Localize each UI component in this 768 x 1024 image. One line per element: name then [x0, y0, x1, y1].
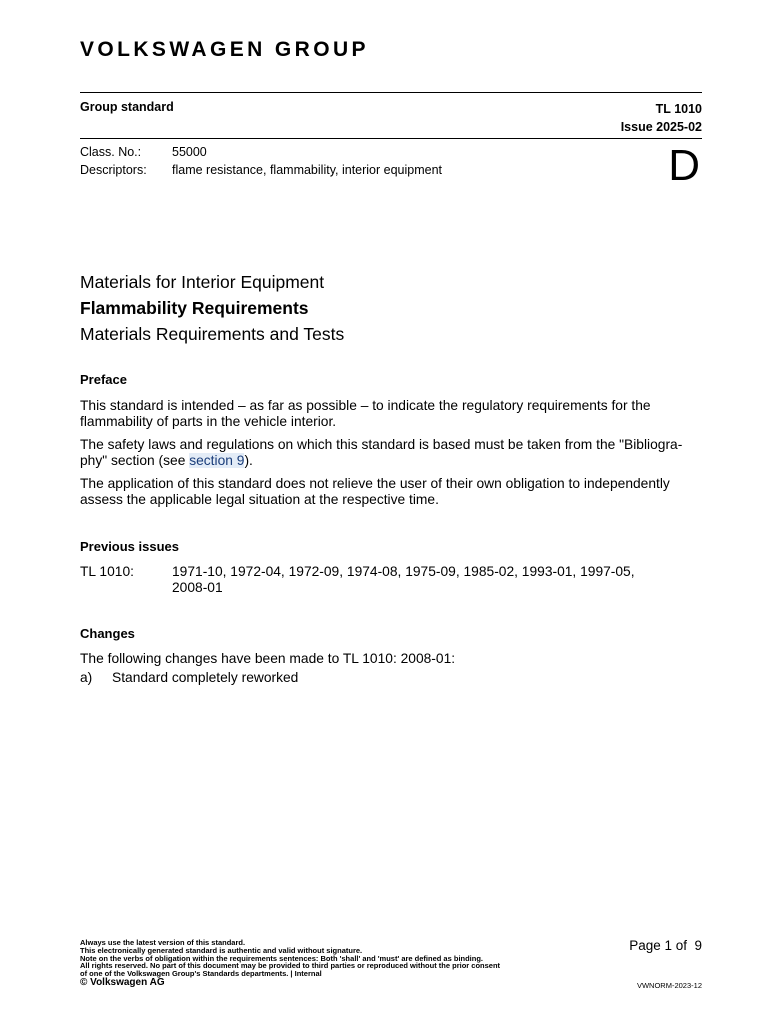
changes-item-text: Standard completely reworked — [112, 670, 299, 685]
title-line-2: Flammability Requirements — [80, 298, 309, 318]
document-number: TL 1010 — [655, 102, 702, 116]
language-letter: D — [668, 141, 700, 190]
header-top-rule — [80, 92, 702, 93]
preface-paragraph-2 — [80, 437, 705, 469]
disclaimer-line: All rights reserved. No part of this document may be provided to third parties or reproduced without the prior consent — [80, 961, 501, 971]
header-bottom-rule — [80, 138, 702, 139]
document-id-block — [621, 100, 702, 136]
paragraph-line — [80, 453, 705, 469]
previous-issues-heading: Previous issues — [80, 539, 179, 554]
disclaimer-line: of one of the Volkswagen Group's Standards departments. | Internal — [80, 969, 322, 979]
title-line-3: Materials Requirements and Tests — [80, 324, 345, 344]
issues-line: 1971-10, 1972-04, 1972-09, 1974-08, 1975-09, 1985-02, 1993-01, 1997-05, — [172, 564, 635, 579]
class-no-label: Class. No.: — [80, 145, 142, 159]
paragraph-text: phy" section (see — [80, 453, 190, 468]
preface-paragraph-3 — [80, 476, 705, 508]
paragraph-line: The application of this standard does not relieve the user of their own obligation to independently — [80, 476, 670, 491]
volkswagen-group-logo: VOLKSWAGEN GROUP — [80, 38, 369, 61]
footer-disclaimer — [80, 939, 550, 978]
preface-paragraph-1 — [80, 398, 705, 430]
issues-line: 2008-01 — [172, 580, 223, 595]
changes-intro: The following changes have been made to TL 1010: 2008-01: — [80, 651, 456, 666]
title-line-1: Materials for Interior Equipment — [80, 272, 325, 292]
preface-heading: Preface — [80, 372, 127, 387]
form-code: VWNORM-2023-12 — [636, 981, 702, 990]
paragraph-line: assess the applicable legal situation at the respective time. — [80, 492, 439, 507]
copyright: © Volkswagen AG — [80, 977, 165, 988]
changes-heading: Changes — [80, 626, 135, 641]
changes-item-marker: a) — [80, 670, 93, 685]
document-type: Group standard — [80, 100, 174, 114]
descriptors-label: Descriptors: — [80, 163, 147, 177]
previous-issues-list — [172, 564, 702, 596]
paragraph-line: flammability of parts in the vehicle interior. — [80, 414, 337, 429]
section-9-link[interactable]: section 9 — [189, 453, 245, 468]
previous-issues-label: TL 1010: — [80, 564, 134, 579]
paragraph-line: The safety laws and regulations on which this standard is based must be taken from the "Bibliogra- — [80, 437, 683, 452]
paragraph-text: ). — [244, 453, 253, 468]
disclaimer-line: Always use the latest version of this standard. — [80, 938, 246, 947]
descriptors-value: flame resistance, flammability, interior equipment — [172, 163, 443, 177]
page-number: Page 1 of 9 — [629, 938, 702, 953]
disclaimer-line: Note on the verbs of obligation within the requirements sentences: Both 'shall' and 'must' are defined as binding. — [80, 953, 484, 963]
paragraph-line: This standard is intended – as far as possible – to indicate the regulatory requirements for the — [80, 398, 651, 413]
issue-date: Issue 2025-02 — [620, 120, 702, 134]
class-no-value: 55000 — [172, 145, 207, 159]
disclaimer-line: This electronically generated standard is authentic and valid without signature. — [80, 945, 363, 955]
